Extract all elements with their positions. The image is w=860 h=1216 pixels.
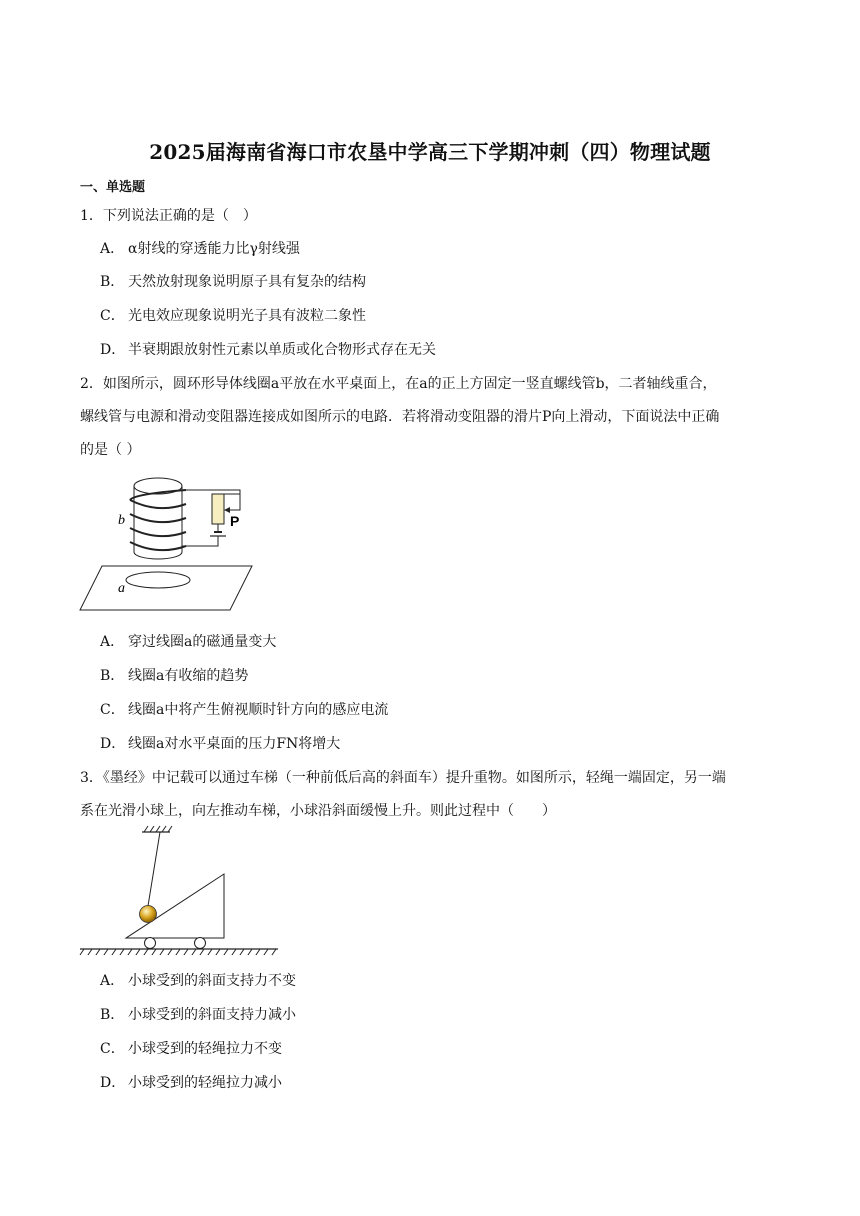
question-3-option-c[interactable]	[100, 1038, 282, 1058]
question-2-stem-line-1: 2．如图所示，圆环形导体线圈a平放在水平桌面上，在a的正上方固定一竖直螺线管b，二者轴线重合，	[80, 376, 717, 392]
question-2-option-a[interactable]	[100, 631, 276, 651]
question-3-stem-line-2: 系在光滑小球上，向左推动车梯，小球沿斜面缓慢上升。则此过程中（ ）	[80, 803, 556, 819]
option-text: 小球受到的斜面支持力减小	[128, 1007, 296, 1023]
option-letter: C．	[100, 702, 125, 718]
option-letter: B．	[100, 1007, 125, 1023]
option-text: 线圈a有收缩的趋势	[128, 668, 249, 684]
option-text: 小球受到的斜面支持力不变	[128, 973, 296, 989]
solenoid-circuit-figure	[80, 470, 260, 615]
option-text: 天然放射现象说明原子具有复杂的结构	[128, 274, 366, 290]
question-3-option-b[interactable]	[100, 1004, 296, 1024]
question-1-option-d[interactable]	[100, 339, 436, 359]
option-letter: C．	[100, 1041, 125, 1057]
option-letter: D．	[100, 342, 126, 358]
option-letter: A．	[100, 634, 125, 650]
question-2-option-c[interactable]	[100, 699, 388, 719]
ring-label: a	[118, 581, 125, 596]
incline-cart-figure	[80, 826, 280, 956]
coil-label: b	[118, 513, 125, 528]
question-1-option-a[interactable]	[100, 238, 300, 258]
option-text: 线圈a对水平桌面的压力FN将增大	[128, 736, 341, 752]
question-2-stem-line-2: 螺线管与电源和滑动变阻器连接成如图所示的电路．若将滑动变阻器的滑片P向上滑动，下面说法中正确	[80, 409, 720, 425]
question-1-option-b[interactable]	[100, 271, 366, 291]
section-heading: 一、单选题	[80, 180, 146, 195]
question-2-option-b[interactable]	[100, 665, 248, 685]
question-2-stem-line-3: 的是（ ）	[80, 442, 141, 458]
question-1-stem: 1．下列说法正确的是（ ）	[80, 208, 257, 224]
option-letter: D．	[100, 736, 126, 752]
question-1-option-c[interactable]	[100, 305, 366, 325]
option-text: 半衰期跟放射性元素以单质或化合物形式存在无关	[128, 342, 436, 358]
option-text: α射线的穿透能力比γ射线强	[128, 241, 300, 257]
page-title: 2025届海南省海口市农垦中学高三下学期冲刺（四）物理试题	[149, 140, 711, 164]
question-2-option-d[interactable]	[100, 733, 340, 753]
question-3-option-a[interactable]	[100, 970, 296, 990]
option-text: 线圈a中将产生俯视顺时针方向的感应电流	[128, 702, 389, 718]
question-3-option-d[interactable]	[100, 1072, 282, 1092]
slider-label: P	[230, 513, 240, 529]
option-letter: A．	[100, 241, 125, 257]
question-3-stem-line-1: 3．《墨经》中记载可以通过车梯（一种前低后高的斜面车）提升重物。如图所示，轻绳一端固定，另一端	[80, 770, 726, 786]
option-text: 小球受到的轻绳拉力不变	[128, 1041, 282, 1057]
option-letter: B．	[100, 274, 125, 290]
option-text: 穿过线圈a的磁通量变大	[128, 634, 277, 650]
option-text: 小球受到的轻绳拉力减小	[128, 1075, 282, 1091]
option-letter: C．	[100, 308, 125, 324]
option-letter: A．	[100, 973, 125, 989]
option-letter: D．	[100, 1075, 126, 1091]
option-text: 光电效应现象说明光子具有波粒二象性	[128, 308, 366, 324]
option-letter: B．	[100, 668, 125, 684]
